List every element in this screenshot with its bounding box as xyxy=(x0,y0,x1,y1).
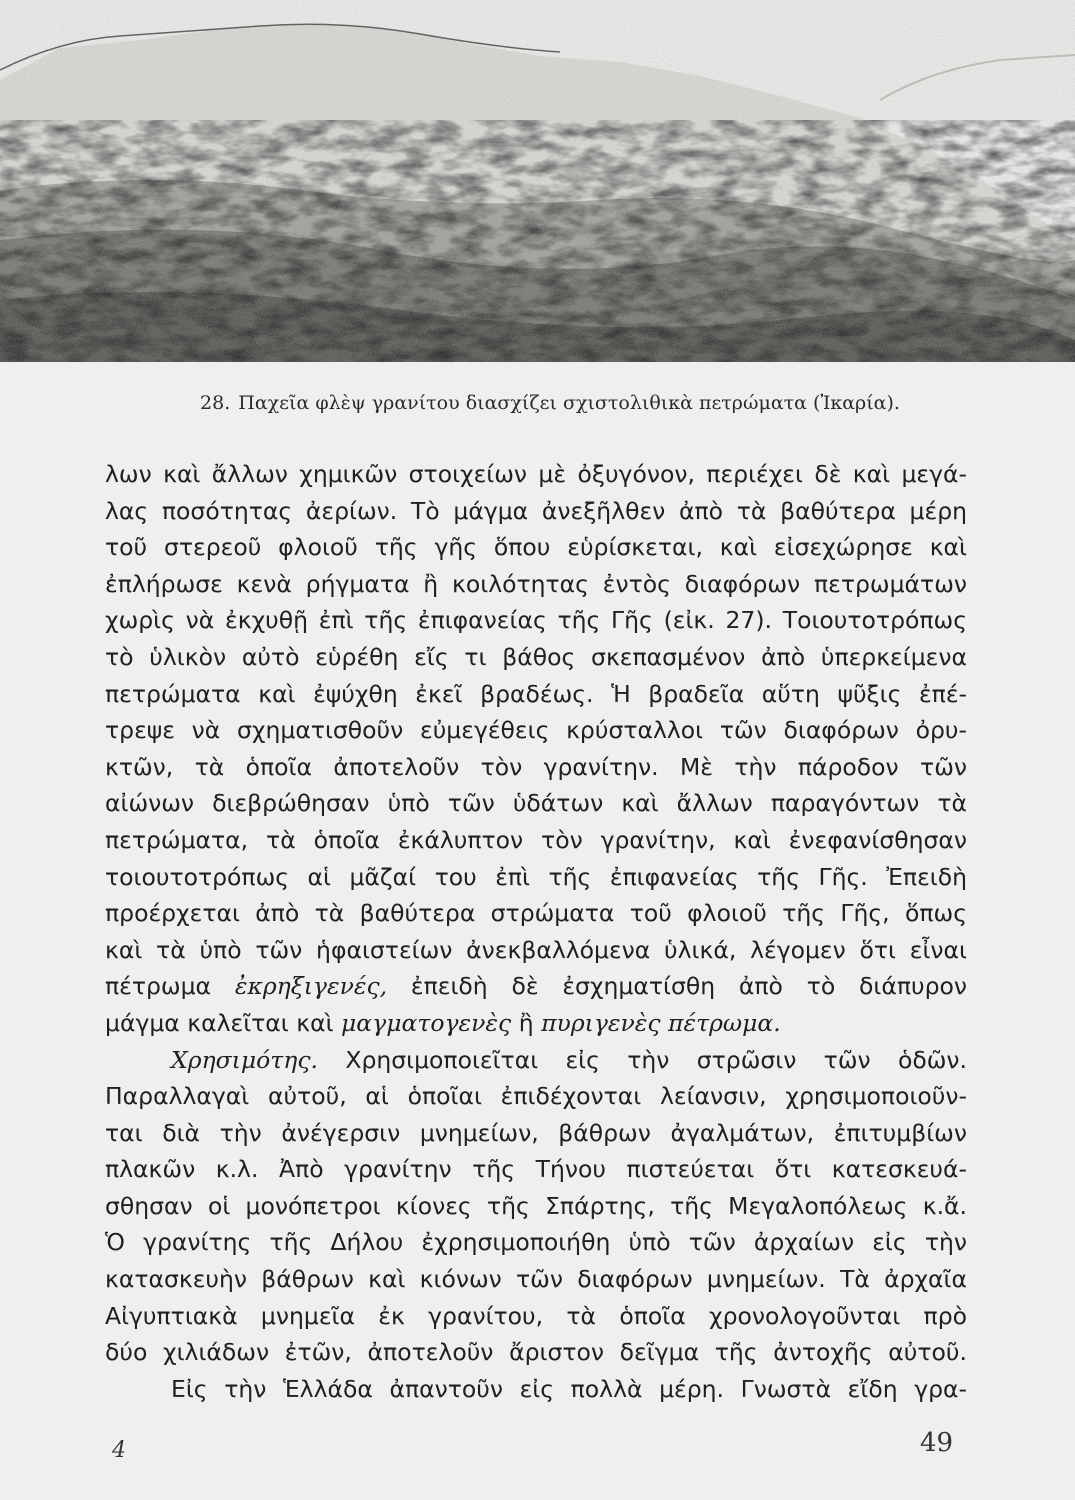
text-line: Αἰγυπτιακὰ μνημεῖα ἐκ γρανίτου, τὰ ὁποῖα χρονολογοῦνται πρὸ xyxy=(105,1301,967,1330)
text-segment: Χρησιμοποιεῖται εἰς τὴν στρῶσιν τῶν ὁδῶν. xyxy=(345,1045,967,1074)
body-text xyxy=(105,456,967,1407)
text-segment: ἢ xyxy=(518,1008,534,1037)
text-line: πετρώματα, τὰ ὁποῖα ἐκάλυπτον τὸν γρανίτην, καὶ ἐνεφανίσθησαν xyxy=(105,825,967,854)
text-line: κτῶν, τὰ ὁποῖα ἀποτελοῦν τὸν γρανίτην. Μὲ τὴν πάροδον τῶν xyxy=(105,752,967,781)
text-line xyxy=(105,968,967,1005)
text-line: τρεψε νὰ σχηματισθοῦν εὐμεγέθεις κρύσταλλοι τῶν διαφόρων ὀρυ- xyxy=(105,716,967,745)
term-pyrigenes: πυριγενὲς πέτρωμα. xyxy=(541,1008,781,1037)
text-line: σθησαν οἱ μονόπετροι κίονες τῆς Σπάρτης, τῆς Μεγαλοπόλεως κ.ἄ. xyxy=(105,1191,967,1220)
text-line: Παραλλαγαὶ αὐτοῦ, αἱ ὁποῖαι ἐπιδέχονται λείανσιν, χρησιμοποιοῦν- xyxy=(105,1082,967,1111)
section-heading-usefulness: Χρησιμότης. xyxy=(171,1045,319,1074)
term-magmatogenes: μαγματογενὲς xyxy=(341,1008,512,1037)
text-line xyxy=(105,1005,967,1042)
text-line: κατασκευὴν βάθρων καὶ κιόνων τῶν διαφόρων μνημείων. Τὰ ἀρχαῖα xyxy=(105,1265,967,1294)
text-line: πετρώματα καὶ ἐψύχθη ἐκεῖ βραδέως. Ἡ βραδεῖα αὕτη ψῦξις ἐπέ- xyxy=(105,679,967,708)
text-line xyxy=(105,1042,967,1079)
text-segment: μάγμα καλεῖται καὶ xyxy=(105,1008,334,1037)
text-line: χωρὶς νὰ ἐκχυθῇ ἐπὶ τῆς ἐπιφανείας τῆς Γῆς (εἰκ. 27). Τοιουτοτρόπως xyxy=(105,606,967,635)
text-line: τὸ ὑλικὸν αὐτὸ εὑρέθη εἴς τι βάθος σκεπασμένον ἀπὸ ὑπερκείμενα xyxy=(105,642,967,671)
text-line: Εἰς τὴν Ἑλλάδα ἀπαντοῦν εἰς πολλὰ μέρη. Γνωστὰ εἴδη γρα- xyxy=(171,1374,967,1403)
text-line: αἰώνων διεβρώθησαν ὑπὸ τῶν ὑδάτων καὶ ἄλλων παραγόντων τὰ xyxy=(105,789,967,818)
figure-caption-text: Παχεῖα φλὲψ γρανίτου διασχίζει σχιστολιθικὰ πετρώματα (Ἰκαρία). xyxy=(238,392,900,414)
figure-photo-mountainside xyxy=(0,0,1075,362)
text-line: Ὁ γρανίτης τῆς Δήλου ἐχρησιμοποιήθη ὑπὸ τῶν ἀρχαίων εἰς τὴν xyxy=(105,1228,967,1257)
text-line: καὶ τὰ ὑπὸ τῶν ἡφαιστείων ἀνεκβαλλόμενα ὑλικά, λέγομεν ὅτι εἶναι xyxy=(105,935,967,964)
term-ekrixigenes: ἐκρηξιγενές, xyxy=(234,972,388,1001)
text-line: τοιουτοτρόπως αἱ μᾶζαί του ἐπὶ τῆς ἐπιφανείας τῆς Γῆς. Ἐπειδὴ xyxy=(105,862,967,891)
page-number: 49 xyxy=(920,1428,954,1458)
text-line: τοῦ στερεοῦ φλοιοῦ τῆς γῆς ὅπου εὑρίσκεται, καὶ εἰσεχώρησε καὶ xyxy=(105,533,967,562)
text-segment: πέτρωμα xyxy=(105,972,212,1001)
text-line: πλακῶν κ.λ. Ἀπὸ γρανίτην τῆς Τήνου πιστεύεται ὅτι κατεσκευά- xyxy=(105,1155,967,1184)
figure-number: 28. xyxy=(200,392,231,414)
text-line: ται διὰ τὴν ἀνέγερσιν μνημείων, βάθρων ἀγαλμάτων, ἐπιτυμβίων xyxy=(105,1118,967,1147)
text-segment: ἐπειδὴ δὲ ἐσχηματίσθη ἀπὸ τὸ διάπυρον xyxy=(410,972,967,1001)
text-line: λων καὶ ἄλλων χημικῶν στοιχείων μὲ ὀξυγόνον, περιέχει δὲ καὶ μεγά- xyxy=(105,460,967,488)
text-line: ἐπλήρωσε κενὰ ρήγματα ἢ κοιλότητας ἐντὸς διαφόρων πετρωμάτων xyxy=(105,569,967,598)
text-line: προέρχεται ἀπὸ τὰ βαθύτερα στρώματα τοῦ φλοιοῦ τῆς Γῆς, ὅπως xyxy=(105,899,967,928)
text-line: λας ποσότητας ἀερίων. Τὸ μάγμα ἀνεξῆλθεν ἀπὸ τὰ βαθύτερα μέρη xyxy=(105,496,967,525)
signature-mark: 4 xyxy=(112,1438,126,1463)
text-line: δύο χιλιάδων ἐτῶν, ἀποτελοῦν ἄριστον δεῖγμα τῆς ἀντοχῆς αὐτοῦ. xyxy=(105,1338,967,1367)
figure-caption xyxy=(100,392,1000,414)
